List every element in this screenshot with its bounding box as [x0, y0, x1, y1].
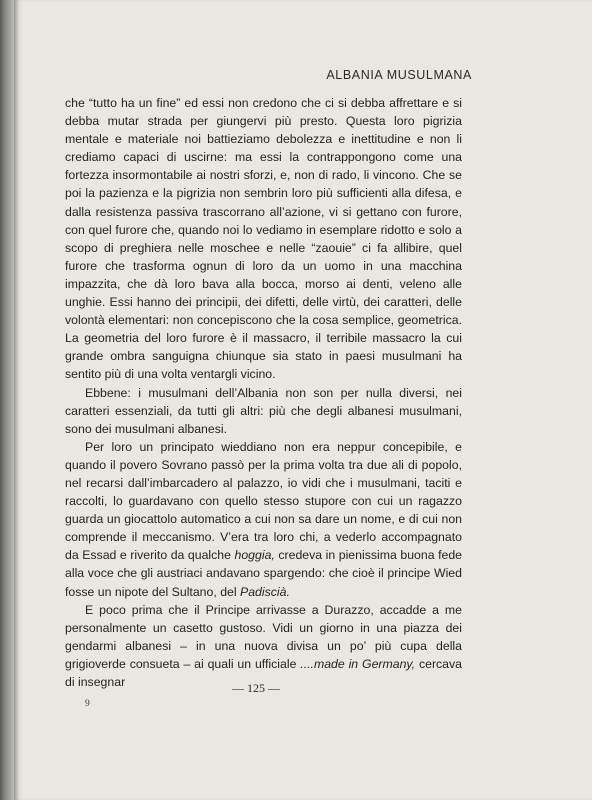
- paragraph-1: [65, 94, 462, 384]
- paragraph-1-text: che “tutto ha un fine” ed essi non credono che ci si debba affrettare e si debba mutar strada per giungervi più presto. Questa loro pigrizia mentale e materiale noi battieziamo debolezza e inettitudine e non li crediamo capaci di uscirne: ma essi la contrappongono come una fortezza insormontabile ai nostri sforzi, e, non di rado, li vincono. Che se poi la pazienza e la pigrizia non sembrin loro più sufficienti alla difesa, e dalla resistenza passiva trascorrano all’azione, vi si gettano con furore, con quel furore che, quando noi lo vediamo in esemplare ridotto e solo a scopo di preghiera nelle moschee e nelle “zaouie” ci fa allibire, quel furore che trasforma ognun di loro da un uomo in una macchina impazzita, che dà loro bava alla bocca, morso ai denti, veleno alle unghie. Essi hanno dei principii, dei difetti, delle virtù, dei caratteri, delle volontà elementari: non concepiscono che la cosa semplice, geometrica. La geometria del loro furore è il massacro, il terribile massacro la cui grande ombra sanguigna chiunque sia stato in paesi musulmani ha sentito più di una volta ventargli vicino.: [65, 96, 462, 382]
- page-number: — 125 —: [232, 681, 280, 695]
- italic-padiscia: Padiscià.: [240, 584, 290, 599]
- italic-hoggia: hoggia,: [234, 548, 275, 563]
- paragraph-2-text: Ebbene: i musulmani dell’Albania non son per nulla diversi, nei caratteri essenziali, da tutti gli altri: più che degli albanesi musulmani, sono dei musulmani albanesi.: [65, 385, 462, 436]
- paragraph-4: [65, 601, 462, 691]
- paragraph-4-text-b: cercava di insegnar: [65, 656, 463, 689]
- body-text: [65, 94, 462, 691]
- paragraph-3-text-a: Per loro un principato wieddiano non era neppur concepibile, e quando il povero Sovrano passò per la prima volta tra due ali di popolo, nel recarsi dall’imbarcadero al palazzo, io vidi che i musulmani, taciti e raccolti, lo guardavano con quello stesso stupore con cui un ragazzo guarda un giocattolo automatico a cui non sa dare un nome, e di cui non comprende il meccanismo. V’era tra loro chi, a vederlo accompagnato da Essad e riverito da qualche: [65, 439, 462, 563]
- paragraph-2: [65, 384, 462, 438]
- paragraph-3: [65, 438, 462, 601]
- page-gutter-shadow: [0, 0, 14, 800]
- italic-made-in-germany: ....made in Germany,: [300, 656, 416, 671]
- signature-mark: 9: [85, 699, 90, 709]
- paragraph-3-text-b: credeva in pienissima buona fede alla voce che gli austriaci andavano spargendo: che cioè il principe Wied fosse un nipote del Sultano, del: [65, 548, 463, 599]
- running-title: ALBANIA MUSULMANA: [326, 68, 472, 82]
- paragraph-4-text-a: E poco prima che il Principe arrivasse a Durazzo, accadde a me personalmente un casetto gustoso. Vidi un giorno in una piazza dei gendarmi albanesi – in una nuova divisa un po’ più cupa della grigioverde consueta – ai quali un ufficiale: [65, 602, 462, 671]
